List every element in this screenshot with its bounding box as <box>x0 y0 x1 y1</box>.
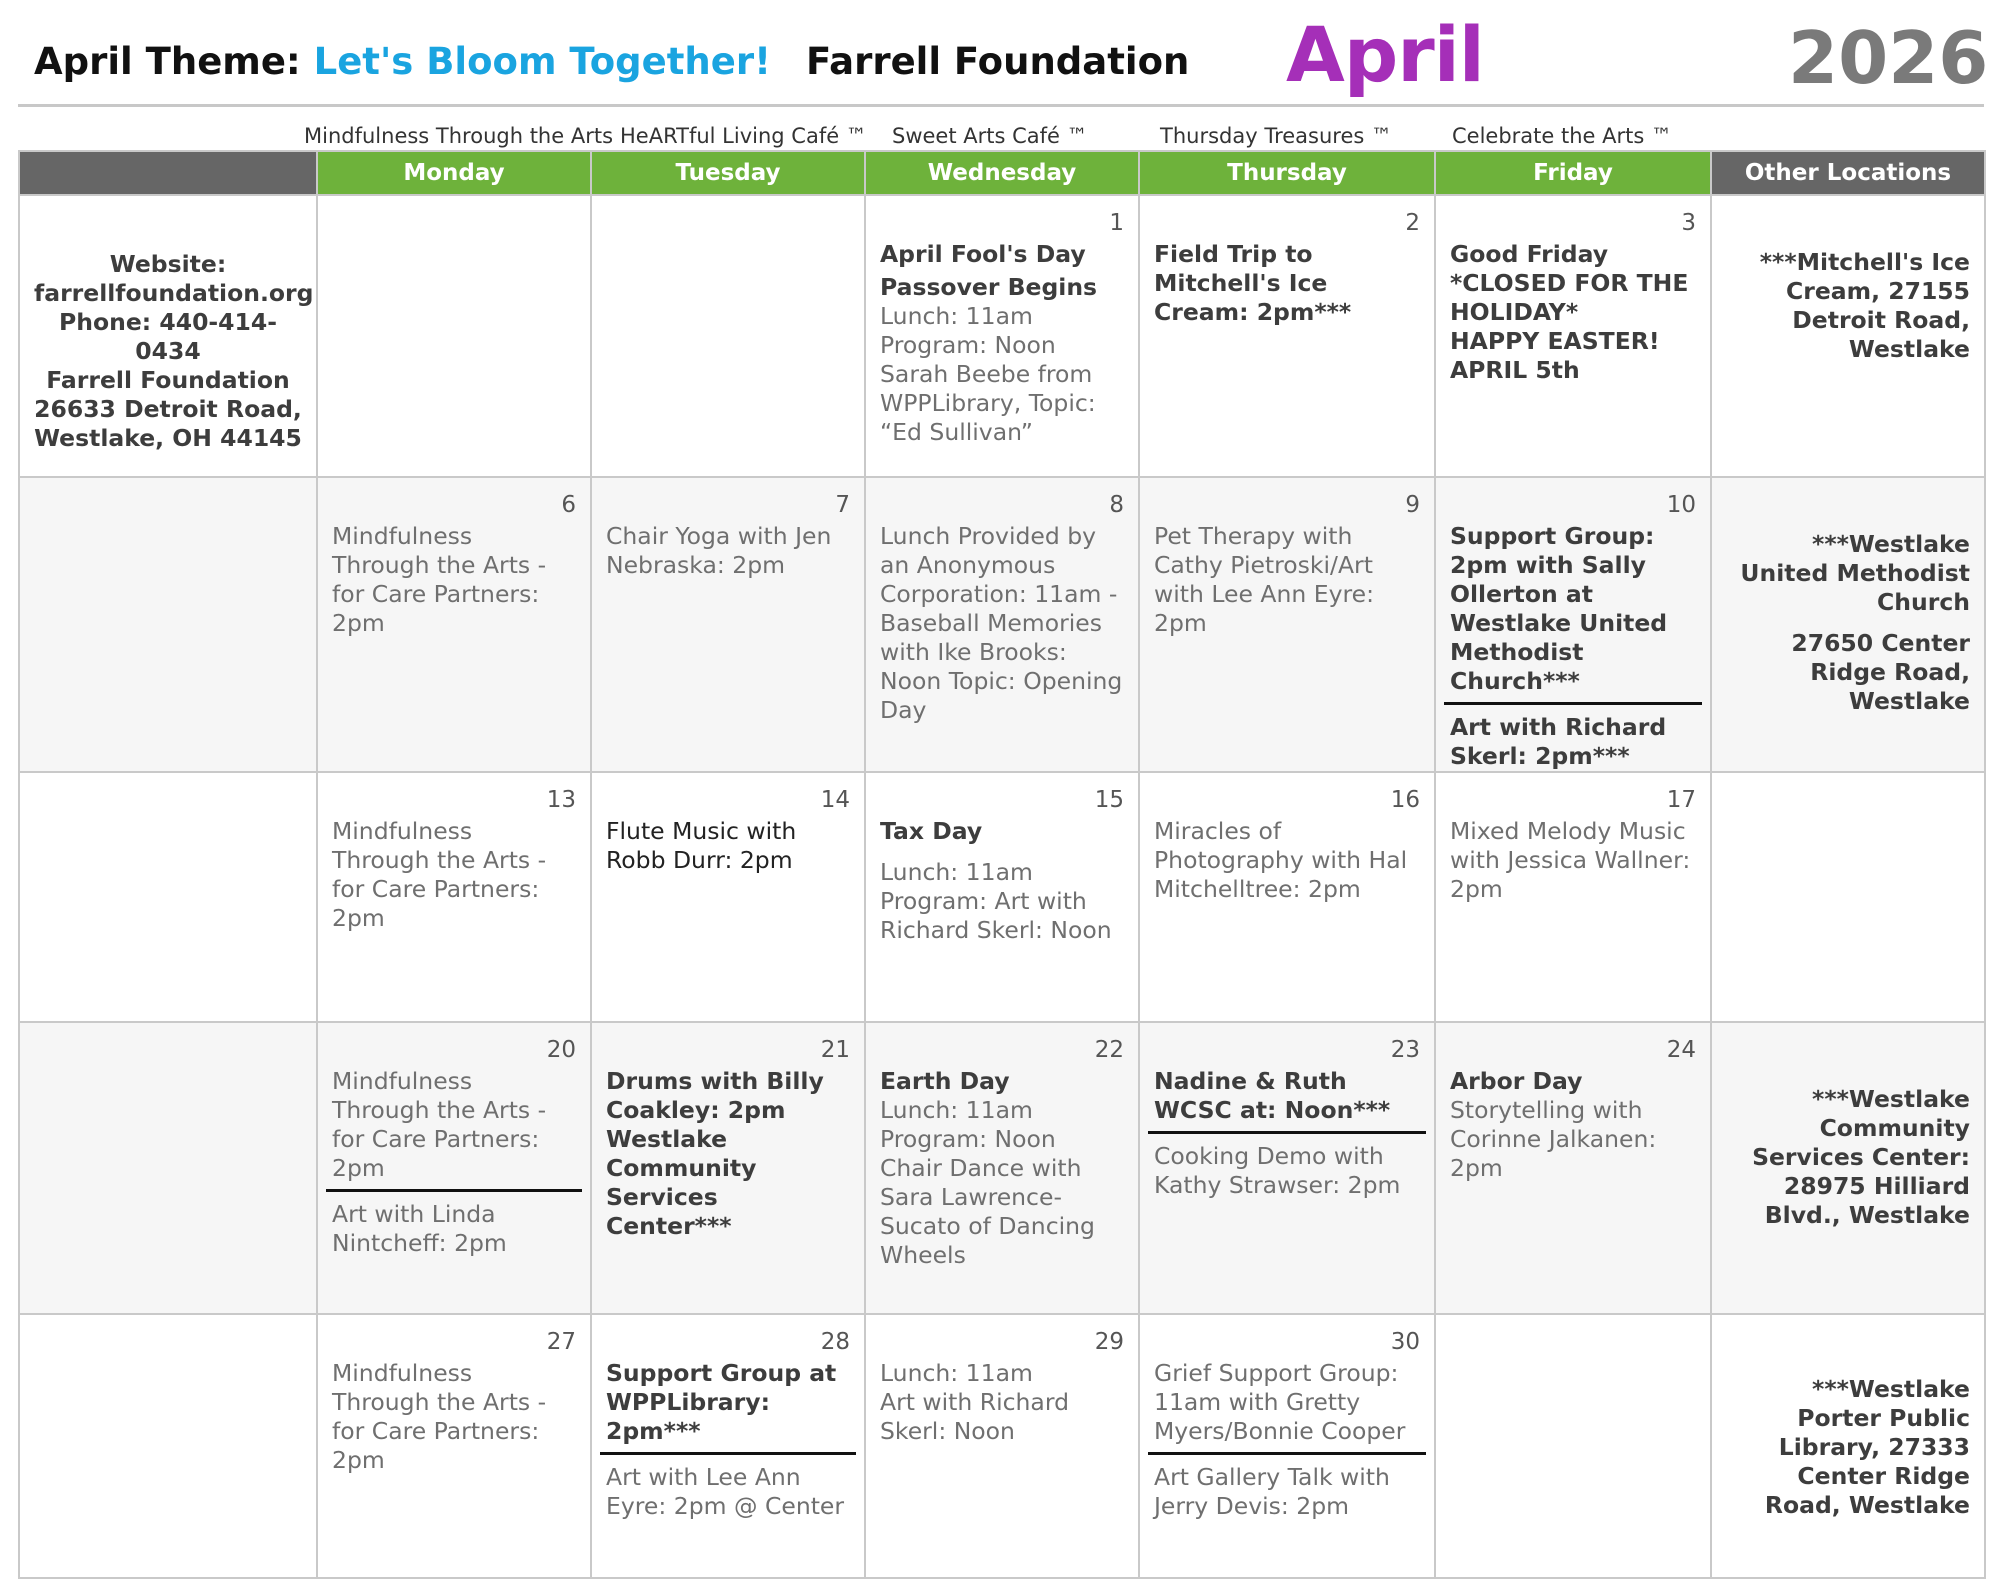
event-text: Chair Dance with Sara Lawrence-Sucato of Dancing Wheels <box>880 1154 1095 1269</box>
event-divider <box>1148 1131 1426 1134</box>
year-title: 2026 <box>1788 16 1989 100</box>
day-cell-empty <box>591 195 865 477</box>
day-cell-10 <box>1435 477 1711 772</box>
event-text: Art with Linda Nintcheff: 2pm <box>332 1200 507 1257</box>
event-divider <box>600 1452 856 1455</box>
theme-label: April Theme: <box>34 40 314 83</box>
event-divider <box>1148 1452 1426 1455</box>
column-header-other-locations: Other Locations <box>1711 151 1985 195</box>
event-text: Mindfulness Through the Arts - for Care Partners: 2pm <box>332 817 547 932</box>
column-header-tuesday: Tuesday <box>591 151 865 195</box>
event-text: Program: Noon <box>880 1125 1056 1153</box>
header-rule <box>18 104 1984 107</box>
location-text: ***Westlake United Methodist Church <box>1740 530 1970 616</box>
event-title: Passover Begins <box>880 273 1098 301</box>
blank-cell <box>19 772 317 1022</box>
event-title: Nadine & Ruth WCSC at: Noon*** <box>1154 1067 1391 1124</box>
event-text: Art with Richard Skerl: Noon <box>880 1388 1069 1445</box>
location-text: ***Westlake Community Services Center: 28975 Hilliard Blvd., Westlake <box>1752 1085 1970 1229</box>
day-number: 2 <box>1405 210 1420 236</box>
event-text: Cooking Demo with Kathy Strawser: 2pm <box>1154 1142 1401 1199</box>
location-text: ***Mitchell's Ice Cream, 27155 Detroit Road, Westlake <box>1759 248 1970 363</box>
calendar-header <box>0 0 2000 110</box>
theme-value: Let's Bloom Together! <box>313 40 771 83</box>
event-text: Sarah Beebe from WPPLibrary, Topic: “Ed Sullivan” <box>880 360 1096 446</box>
day-cell-28 <box>591 1314 865 1578</box>
blank-cell <box>19 477 317 772</box>
location-text: 27650 Center Ridge Road, Westlake <box>1791 629 1970 715</box>
program-label-tuesday: HeARTful Living Café ™ <box>620 124 867 148</box>
column-header-blank <box>19 151 317 195</box>
day-number: 15 <box>1094 787 1124 813</box>
day-number: 7 <box>835 492 850 518</box>
event-title: Support Group at WPPLibrary: 2pm*** <box>606 1359 837 1445</box>
week-row-1 <box>19 195 1985 477</box>
day-number: 27 <box>546 1329 576 1355</box>
event-text: Pet Therapy with Cathy Pietroski/Art with Lee Ann Eyre: 2pm <box>1154 522 1375 637</box>
other-location-cell <box>1711 1022 1985 1314</box>
day-number: 17 <box>1666 787 1696 813</box>
event-title: Drums with Billy Coakley: 2pm Westlake Community Services Center*** <box>606 1067 824 1240</box>
event-title: HAPPY EASTER! <box>1450 327 1660 355</box>
day-cell-8 <box>865 477 1139 772</box>
day-cell-23 <box>1139 1022 1435 1314</box>
day-cell-1 <box>865 195 1139 477</box>
blank-cell <box>19 1022 317 1314</box>
day-cell-6 <box>317 477 591 772</box>
program-label-friday: Celebrate the Arts ™ <box>1452 124 1672 148</box>
other-location-cell <box>1711 477 1985 772</box>
blank-cell <box>19 1314 317 1578</box>
day-cell-15 <box>865 772 1139 1022</box>
event-title: *CLOSED FOR THE HOLIDAY* <box>1450 269 1689 326</box>
event-title: Art with Richard Skerl: 2pm*** <box>1450 713 1667 770</box>
event-text: Program: Noon <box>880 331 1056 359</box>
day-cell-3 <box>1435 195 1711 477</box>
day-cell-29 <box>865 1314 1139 1578</box>
address-name: Farrell Foundation <box>46 366 290 394</box>
event-text: Flute Music with Robb Durr: 2pm <box>606 817 797 874</box>
week-row-4 <box>19 1022 1985 1314</box>
day-cell-16 <box>1139 772 1435 1022</box>
day-number: 21 <box>820 1037 850 1063</box>
column-header-thursday: Thursday <box>1139 151 1435 195</box>
event-title: APRIL 5th <box>1450 356 1580 384</box>
contact-info-cell <box>19 195 317 477</box>
phone-number: Phone: 440-414-0434 <box>59 308 277 365</box>
week-row-2 <box>19 477 1985 772</box>
event-text: Miracles of Photography with Hal Mitchelltree: 2pm <box>1154 817 1408 903</box>
day-cell-21 <box>591 1022 865 1314</box>
address-city: Westlake, OH 44145 <box>34 424 302 452</box>
event-text: Mindfulness Through the Arts - for Care Partners: 2pm <box>332 522 547 637</box>
event-title: Earth Day <box>880 1067 1010 1095</box>
weekday-header-row <box>19 151 1985 195</box>
event-text: Grief Support Group: 11am with Gretty Myers/Bonnie Cooper <box>1154 1359 1406 1445</box>
day-number: 3 <box>1681 210 1696 236</box>
spacer <box>1726 617 1970 629</box>
event-text: Mindfulness Through the Arts - for Care Partners: 2pm <box>332 1359 547 1474</box>
event-text: Mindfulness Through the Arts - for Care Partners: 2pm <box>332 1067 547 1182</box>
day-cell-14 <box>591 772 865 1022</box>
day-number: 10 <box>1666 492 1696 518</box>
event-title: Arbor Day <box>1450 1067 1583 1095</box>
event-text: Lunch: 11am <box>880 1359 1033 1387</box>
event-title: Good Friday <box>1450 240 1609 268</box>
website-label: Website: <box>109 250 227 278</box>
day-cell-27 <box>317 1314 591 1578</box>
day-cell-2 <box>1139 195 1435 477</box>
day-cell-24 <box>1435 1022 1711 1314</box>
event-divider <box>326 1189 582 1192</box>
day-number: 23 <box>1390 1037 1420 1063</box>
calendar-grid <box>18 150 1986 1579</box>
event-text: Chair Yoga with Jen Nebraska: 2pm <box>606 522 832 579</box>
event-text: Lunch: 11am <box>880 302 1033 330</box>
event-title: Field Trip to Mitchell's Ice Cream: 2pm*** <box>1154 240 1352 326</box>
program-label-thursday: Thursday Treasures ™ <box>1160 124 1392 148</box>
event-title: Tax Day <box>880 817 983 845</box>
event-text: Lunch Provided by an Anonymous Corporation: 11am - Baseball Memories with Ike Brooks: Noon Topic: Opening Day <box>880 522 1123 724</box>
event-title: April Fool's Day <box>880 240 1086 268</box>
event-text: Art Gallery Talk with Jerry Devis: 2pm <box>1154 1463 1390 1520</box>
week-row-3 <box>19 772 1985 1022</box>
event-text: Lunch: 11am <box>880 1096 1033 1124</box>
day-cell-empty <box>1435 1314 1711 1578</box>
day-number: 30 <box>1390 1329 1420 1355</box>
website-value: farrellfoundation.org <box>34 279 314 307</box>
other-location-cell <box>1711 195 1985 477</box>
theme-title <box>34 40 771 83</box>
day-cell-22 <box>865 1022 1139 1314</box>
day-cell-9 <box>1139 477 1435 772</box>
column-header-friday: Friday <box>1435 151 1711 195</box>
day-number: 14 <box>820 787 850 813</box>
day-number: 22 <box>1094 1037 1124 1063</box>
other-location-cell <box>1711 772 1985 1022</box>
event-text: Program: Art with Richard Skerl: Noon <box>880 887 1112 944</box>
day-number: 1 <box>1109 210 1124 236</box>
day-number: 28 <box>820 1329 850 1355</box>
day-cell-13 <box>317 772 591 1022</box>
day-number: 20 <box>546 1037 576 1063</box>
day-number: 24 <box>1666 1037 1696 1063</box>
day-number: 6 <box>561 492 576 518</box>
day-number: 29 <box>1094 1329 1124 1355</box>
day-number: 9 <box>1405 492 1420 518</box>
day-number: 13 <box>546 787 576 813</box>
month-title: April <box>1286 10 1484 99</box>
day-cell-7 <box>591 477 865 772</box>
spacer <box>880 846 1124 858</box>
foundation-name: Farrell Foundation <box>806 40 1190 83</box>
event-title: Support Group: 2pm with Sally Ollerton at Westlake United Methodist Church*** <box>1450 522 1668 695</box>
event-divider <box>1444 702 1702 705</box>
column-header-wednesday: Wednesday <box>865 151 1139 195</box>
program-label-monday: Mindfulness Through the Arts <box>304 124 614 148</box>
day-number: 8 <box>1109 492 1124 518</box>
week-row-5 <box>19 1314 1985 1578</box>
day-cell-30 <box>1139 1314 1435 1578</box>
location-text: ***Westlake Porter Public Library, 27333 Center Ridge Road, Westlake <box>1764 1375 1970 1519</box>
program-label-wednesday: Sweet Arts Café ™ <box>892 124 1088 148</box>
day-cell-empty <box>317 195 591 477</box>
event-text: Mixed Melody Music with Jessica Wallner: 2pm <box>1450 817 1691 903</box>
event-text: Storytelling with Corinne Jalkanen: 2pm <box>1450 1096 1657 1182</box>
column-header-monday: Monday <box>317 151 591 195</box>
address-street: 26633 Detroit Road, <box>34 395 302 423</box>
day-cell-20 <box>317 1022 591 1314</box>
day-cell-17 <box>1435 772 1711 1022</box>
day-number: 16 <box>1390 787 1420 813</box>
other-location-cell <box>1711 1314 1985 1578</box>
event-text: Lunch: 11am <box>880 858 1033 886</box>
event-text: Art with Lee Ann Eyre: 2pm @ Center <box>606 1463 845 1520</box>
